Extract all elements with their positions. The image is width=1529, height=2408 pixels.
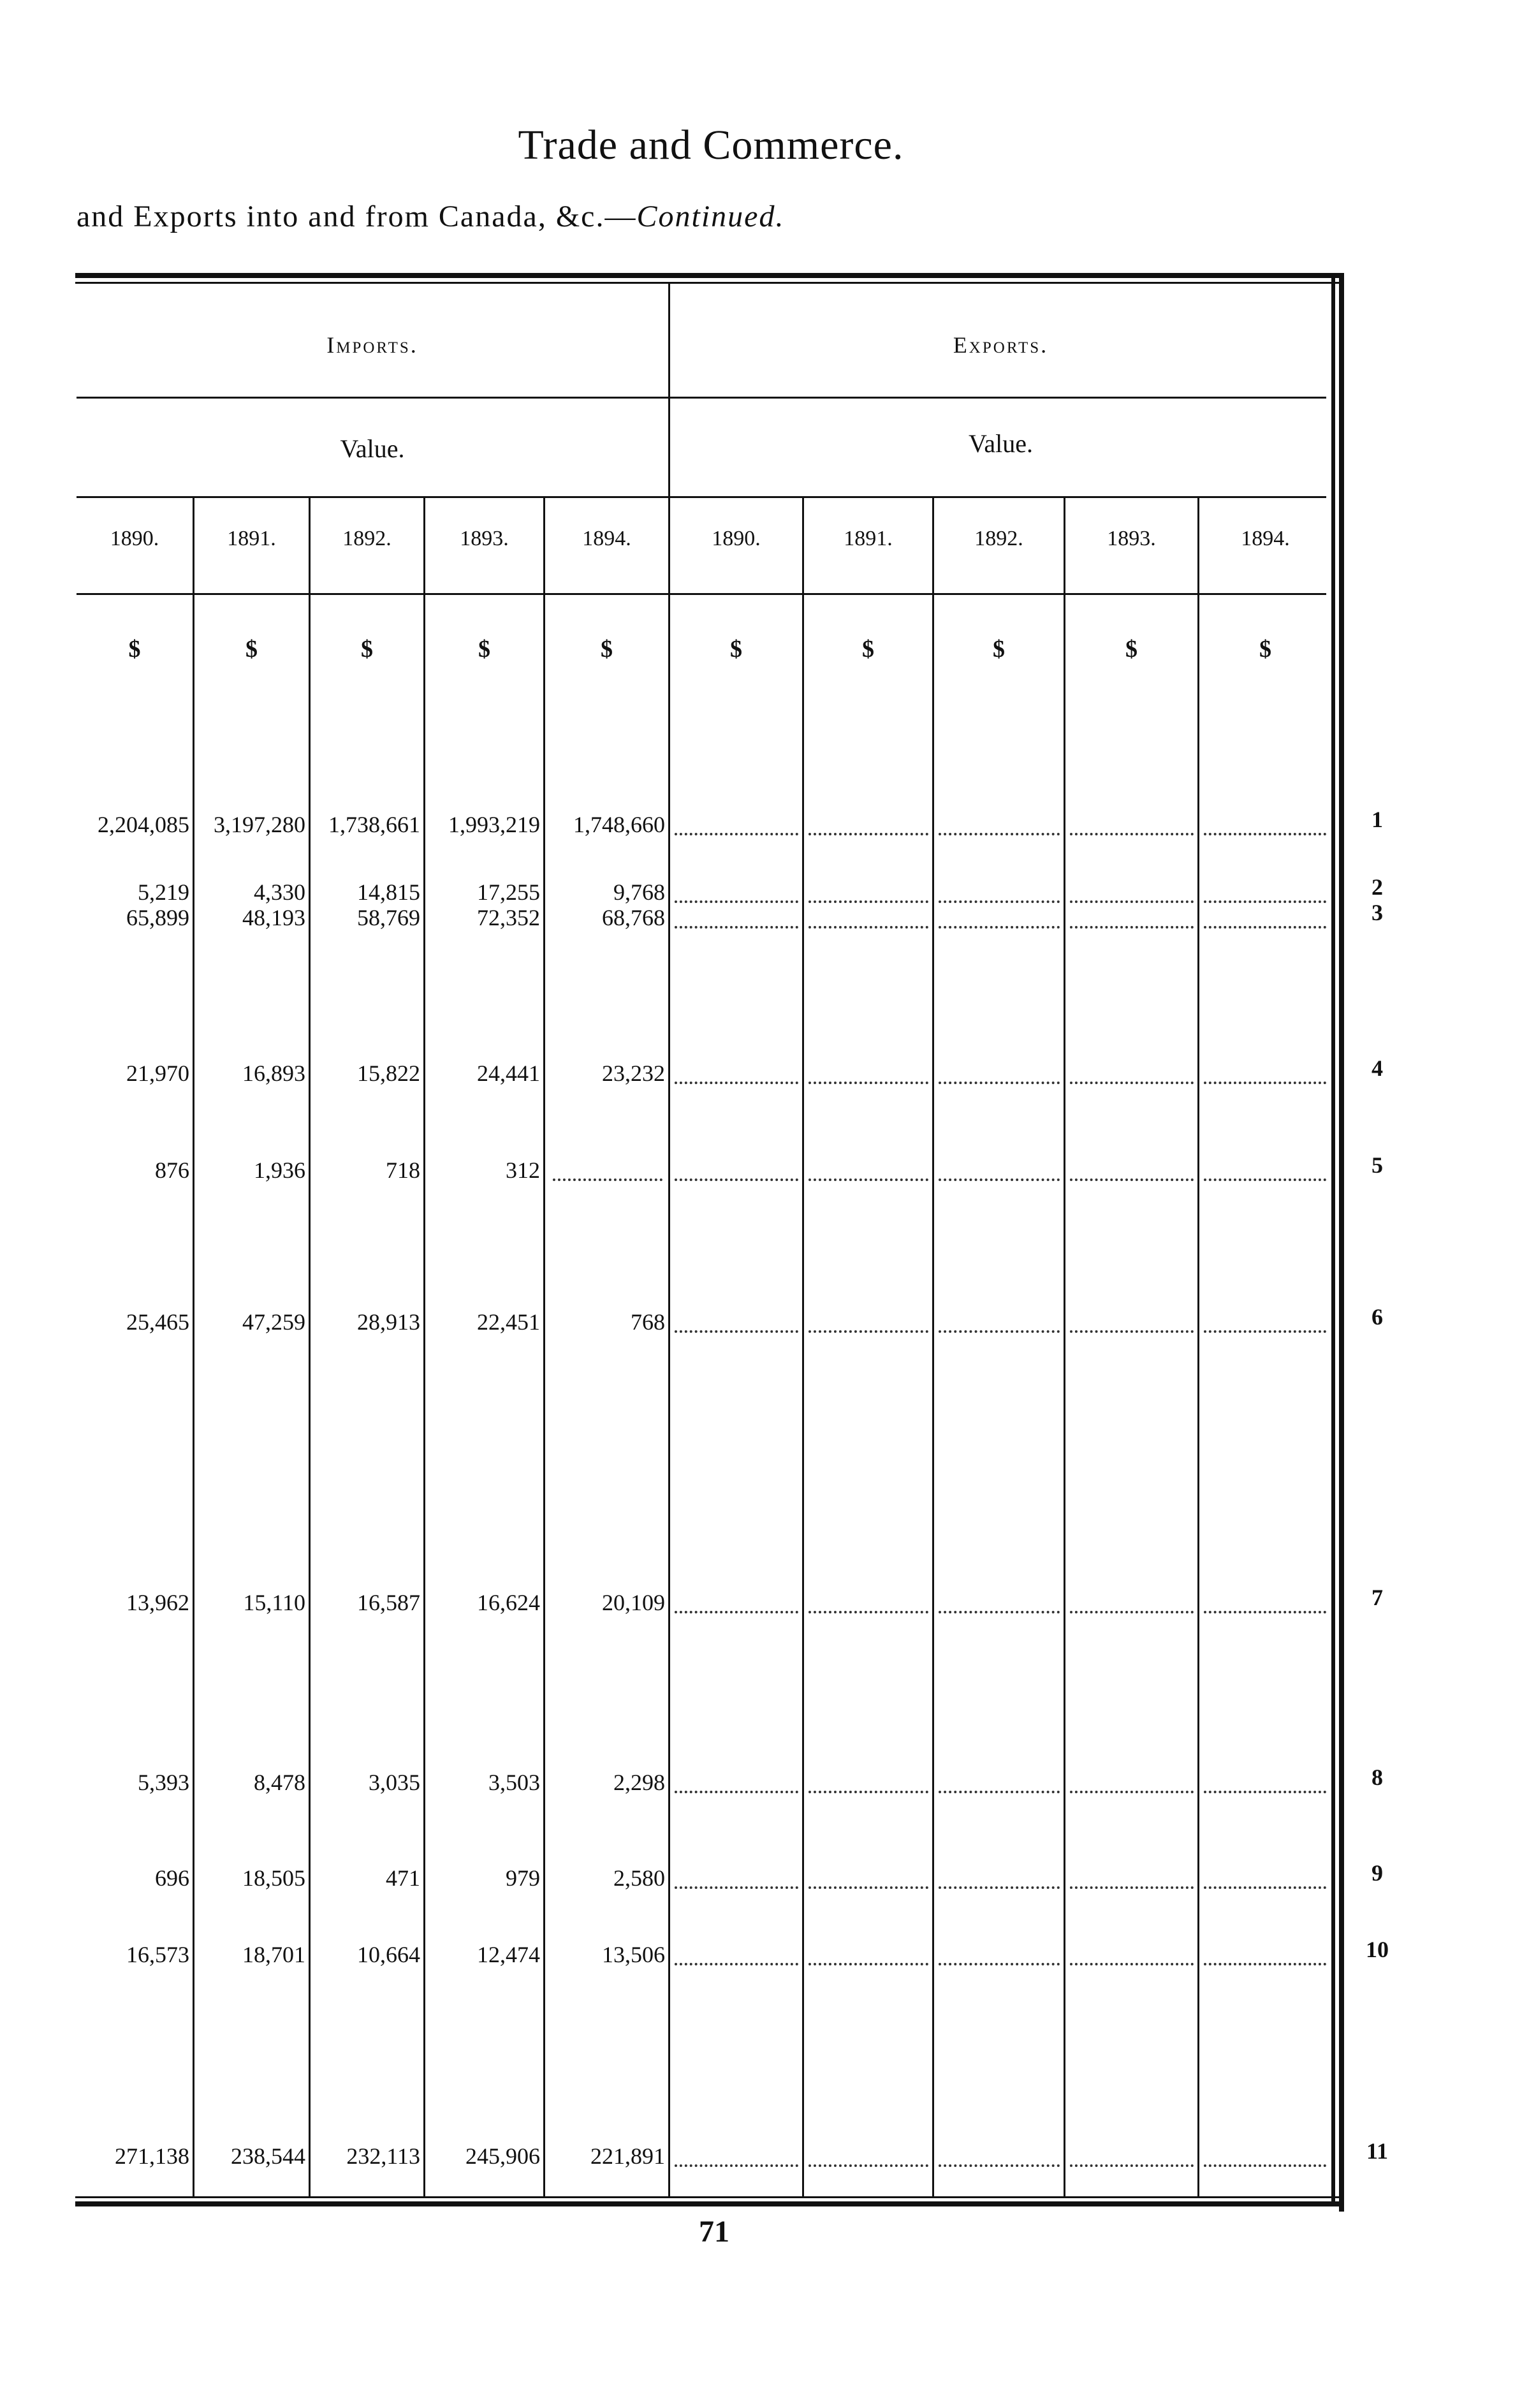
dotted-leader (1204, 1178, 1326, 1181)
table-cell: 271,138 (115, 2143, 189, 2169)
dotted-leader (675, 2164, 798, 2167)
dotted-leader (553, 1178, 662, 1181)
table-cell: 718 (386, 1157, 420, 1183)
table-cell: 2,580 (613, 1865, 665, 1891)
dotted-leader (675, 1082, 798, 1084)
dotted-leader (808, 1082, 928, 1084)
dotted-leader (939, 1082, 1060, 1084)
table-cell: 2,298 (613, 1770, 665, 1795)
table-cell: 471 (386, 1865, 420, 1891)
dotted-leader (1070, 900, 1194, 903)
col-divider (193, 496, 194, 2196)
dotted-leader (675, 1886, 798, 1889)
currency-symbol: $ (730, 636, 742, 663)
year-header: 1894. (582, 527, 631, 550)
dotted-leader (808, 2164, 928, 2167)
dotted-leader (1204, 900, 1326, 903)
col-divider (543, 496, 545, 2196)
table-cell: 5,219 (138, 879, 189, 905)
line-number: 8 (1372, 1765, 1383, 1790)
table-top-rule (75, 273, 1339, 278)
line-number: 10 (1366, 1937, 1389, 1962)
currency-symbol: $ (993, 636, 1005, 663)
dotted-leader (1204, 1082, 1326, 1084)
table-cell: 16,624 (477, 1590, 540, 1615)
dotted-leader (808, 833, 928, 835)
dotted-leader (675, 1330, 798, 1333)
table-cell: 768 (631, 1309, 665, 1335)
table-cell: 16,573 (126, 1942, 189, 1967)
table-cell: 14,815 (357, 879, 420, 905)
line-number: 5 (1372, 1152, 1383, 1178)
dotted-leader (1070, 1791, 1194, 1793)
dotted-leader (939, 1791, 1060, 1793)
table-cell: 21,970 (126, 1061, 189, 1086)
exports-value-header: Value. (968, 429, 1034, 458)
table-cell: 68,768 (602, 905, 665, 930)
table-cell: 18,701 (242, 1942, 305, 1967)
table-cell: 221,891 (590, 2143, 665, 2169)
imports-header: Imports. (326, 332, 418, 358)
dotted-leader (939, 926, 1060, 929)
col-divider (802, 496, 804, 2196)
dotted-leader (939, 1330, 1060, 1333)
table-cell: 3,197,280 (214, 812, 305, 837)
table-cell: 72,352 (477, 905, 540, 930)
currency-symbol: $ (245, 636, 258, 663)
table-right-border-outer (1339, 273, 1344, 2212)
dotted-leader (939, 1963, 1060, 1965)
dotted-leader (939, 2164, 1060, 2167)
header-rule-1 (77, 397, 1326, 399)
subtitle-main: and Exports into and from Canada, &c.— (77, 200, 637, 233)
currency-symbol: $ (1125, 636, 1138, 663)
dotted-leader (939, 1178, 1060, 1181)
year-header: 1892. (342, 527, 391, 550)
table-right-border (1331, 273, 1335, 2206)
table-cell: 696 (155, 1865, 189, 1891)
dotted-leader (1070, 1886, 1194, 1889)
dotted-leader (1204, 1611, 1326, 1613)
year-header: 1893. (1107, 527, 1156, 550)
table-cell: 13,962 (126, 1590, 189, 1615)
year-header: 1890. (110, 527, 159, 550)
dotted-leader (808, 900, 928, 903)
table-top-rule-thin (75, 282, 1339, 284)
year-header: 1891. (844, 527, 893, 550)
table-cell: 232,113 (346, 2143, 420, 2169)
table-cell: 20,109 (602, 1590, 665, 1615)
dotted-leader (808, 1611, 928, 1613)
year-header: 1894. (1241, 527, 1290, 550)
line-number: 9 (1372, 1860, 1383, 1886)
currency-symbol: $ (361, 636, 373, 663)
table-cell: 16,587 (357, 1590, 420, 1615)
table-cell: 1,748,660 (573, 812, 665, 837)
dotted-leader (1204, 1886, 1326, 1889)
line-number: 6 (1372, 1304, 1383, 1330)
header-rule-2 (77, 496, 1326, 498)
dotted-leader (939, 1886, 1060, 1889)
page-title: Trade and Commerce. (518, 122, 904, 168)
dotted-leader (1070, 2164, 1194, 2167)
dotted-leader (808, 1791, 928, 1793)
col-divider (932, 496, 934, 2196)
dotted-leader (808, 1886, 928, 1889)
table-cell: 48,193 (242, 905, 305, 930)
year-header: 1890. (712, 527, 761, 550)
currency-symbol: $ (601, 636, 613, 663)
dotted-leader (1204, 1330, 1326, 1333)
dotted-leader (1070, 926, 1194, 929)
table-cell: 17,255 (477, 879, 540, 905)
line-number: 3 (1372, 900, 1383, 925)
line-number: 1 (1372, 807, 1383, 832)
year-header: 1892. (974, 527, 1023, 550)
page-subtitle (77, 199, 784, 234)
table-cell: 312 (506, 1157, 540, 1183)
page-number: 71 (699, 2215, 729, 2249)
dotted-leader (808, 1330, 928, 1333)
table-cell: 1,993,219 (448, 812, 540, 837)
dotted-leader (808, 1963, 928, 1965)
table-cell: 47,259 (242, 1309, 305, 1335)
subtitle-continued: Continued. (636, 200, 785, 233)
currency-symbol: $ (1259, 636, 1271, 663)
currency-symbol: $ (862, 636, 874, 663)
table-cell: 28,913 (357, 1309, 420, 1335)
dotted-leader (1204, 926, 1326, 929)
table-cell: 876 (155, 1157, 189, 1183)
col-divider (1197, 496, 1199, 2196)
table-cell: 15,110 (243, 1590, 305, 1615)
table-cell: 5,393 (138, 1770, 189, 1795)
table-cell: 65,899 (126, 905, 189, 930)
dotted-leader (1070, 1611, 1194, 1613)
col-divider (1064, 496, 1065, 2196)
table-cell: 8,478 (254, 1770, 305, 1795)
dotted-leader (675, 1791, 798, 1793)
col-divider (309, 496, 311, 2196)
table-cell: 3,503 (488, 1770, 540, 1795)
table-cell: 16,893 (242, 1061, 305, 1086)
dotted-leader (808, 926, 928, 929)
currency-symbol: $ (478, 636, 490, 663)
table-cell: 4,330 (254, 879, 305, 905)
dotted-leader (675, 833, 798, 835)
dotted-leader (675, 900, 798, 903)
table-cell: 1,738,661 (328, 812, 420, 837)
dotted-leader (1204, 2164, 1326, 2167)
dotted-leader (939, 833, 1060, 835)
table-cell: 24,441 (477, 1061, 540, 1086)
table-cell: 2,204,085 (98, 812, 189, 837)
year-header: 1893. (460, 527, 509, 550)
dotted-leader (1204, 1791, 1326, 1793)
dotted-leader (1070, 1178, 1194, 1181)
year-header: 1891. (227, 527, 276, 550)
table-cell: 979 (506, 1865, 540, 1891)
dotted-leader (1070, 1963, 1194, 1965)
line-number: 4 (1372, 1055, 1383, 1081)
dotted-leader (1204, 1963, 1326, 1965)
table-cell: 9,768 (613, 879, 665, 905)
dotted-leader (675, 1611, 798, 1613)
imports-value-header: Value. (340, 434, 405, 463)
table-bottom-rule-heavy (75, 2201, 1339, 2206)
dotted-leader (1204, 833, 1326, 835)
table-cell: 25,465 (126, 1309, 189, 1335)
currency-symbol: $ (128, 636, 141, 663)
dotted-leader (675, 1963, 798, 1965)
table-cell: 238,544 (231, 2143, 305, 2169)
exports-header: Exports. (953, 332, 1049, 358)
table-cell: 245,906 (465, 2143, 540, 2169)
table-cell: 23,232 (602, 1061, 665, 1086)
table-cell: 10,664 (357, 1942, 420, 1967)
imports-exports-divider (668, 284, 670, 2196)
table-cell: 3,035 (369, 1770, 420, 1795)
dotted-leader (808, 1178, 928, 1181)
dotted-leader (939, 900, 1060, 903)
col-divider (423, 496, 425, 2196)
dotted-leader (675, 1178, 798, 1181)
table-cell: 13,506 (602, 1942, 665, 1967)
table-cell: 12,474 (477, 1942, 540, 1967)
table-cell: 22,451 (477, 1309, 540, 1335)
dotted-leader (1070, 1330, 1194, 1333)
table-cell: 15,822 (357, 1061, 420, 1086)
line-number: 11 (1366, 2138, 1388, 2164)
line-number: 2 (1372, 874, 1383, 900)
dotted-leader (1070, 1082, 1194, 1084)
table-cell: 58,769 (357, 905, 420, 930)
table-cell: 18,505 (242, 1865, 305, 1891)
dotted-leader (1070, 833, 1194, 835)
dotted-leader (675, 926, 798, 929)
dotted-leader (939, 1611, 1060, 1613)
table-bottom-rule (75, 2196, 1339, 2198)
table-cell: 1,936 (254, 1157, 305, 1183)
line-number: 7 (1372, 1585, 1383, 1610)
header-rule-3 (77, 593, 1326, 595)
